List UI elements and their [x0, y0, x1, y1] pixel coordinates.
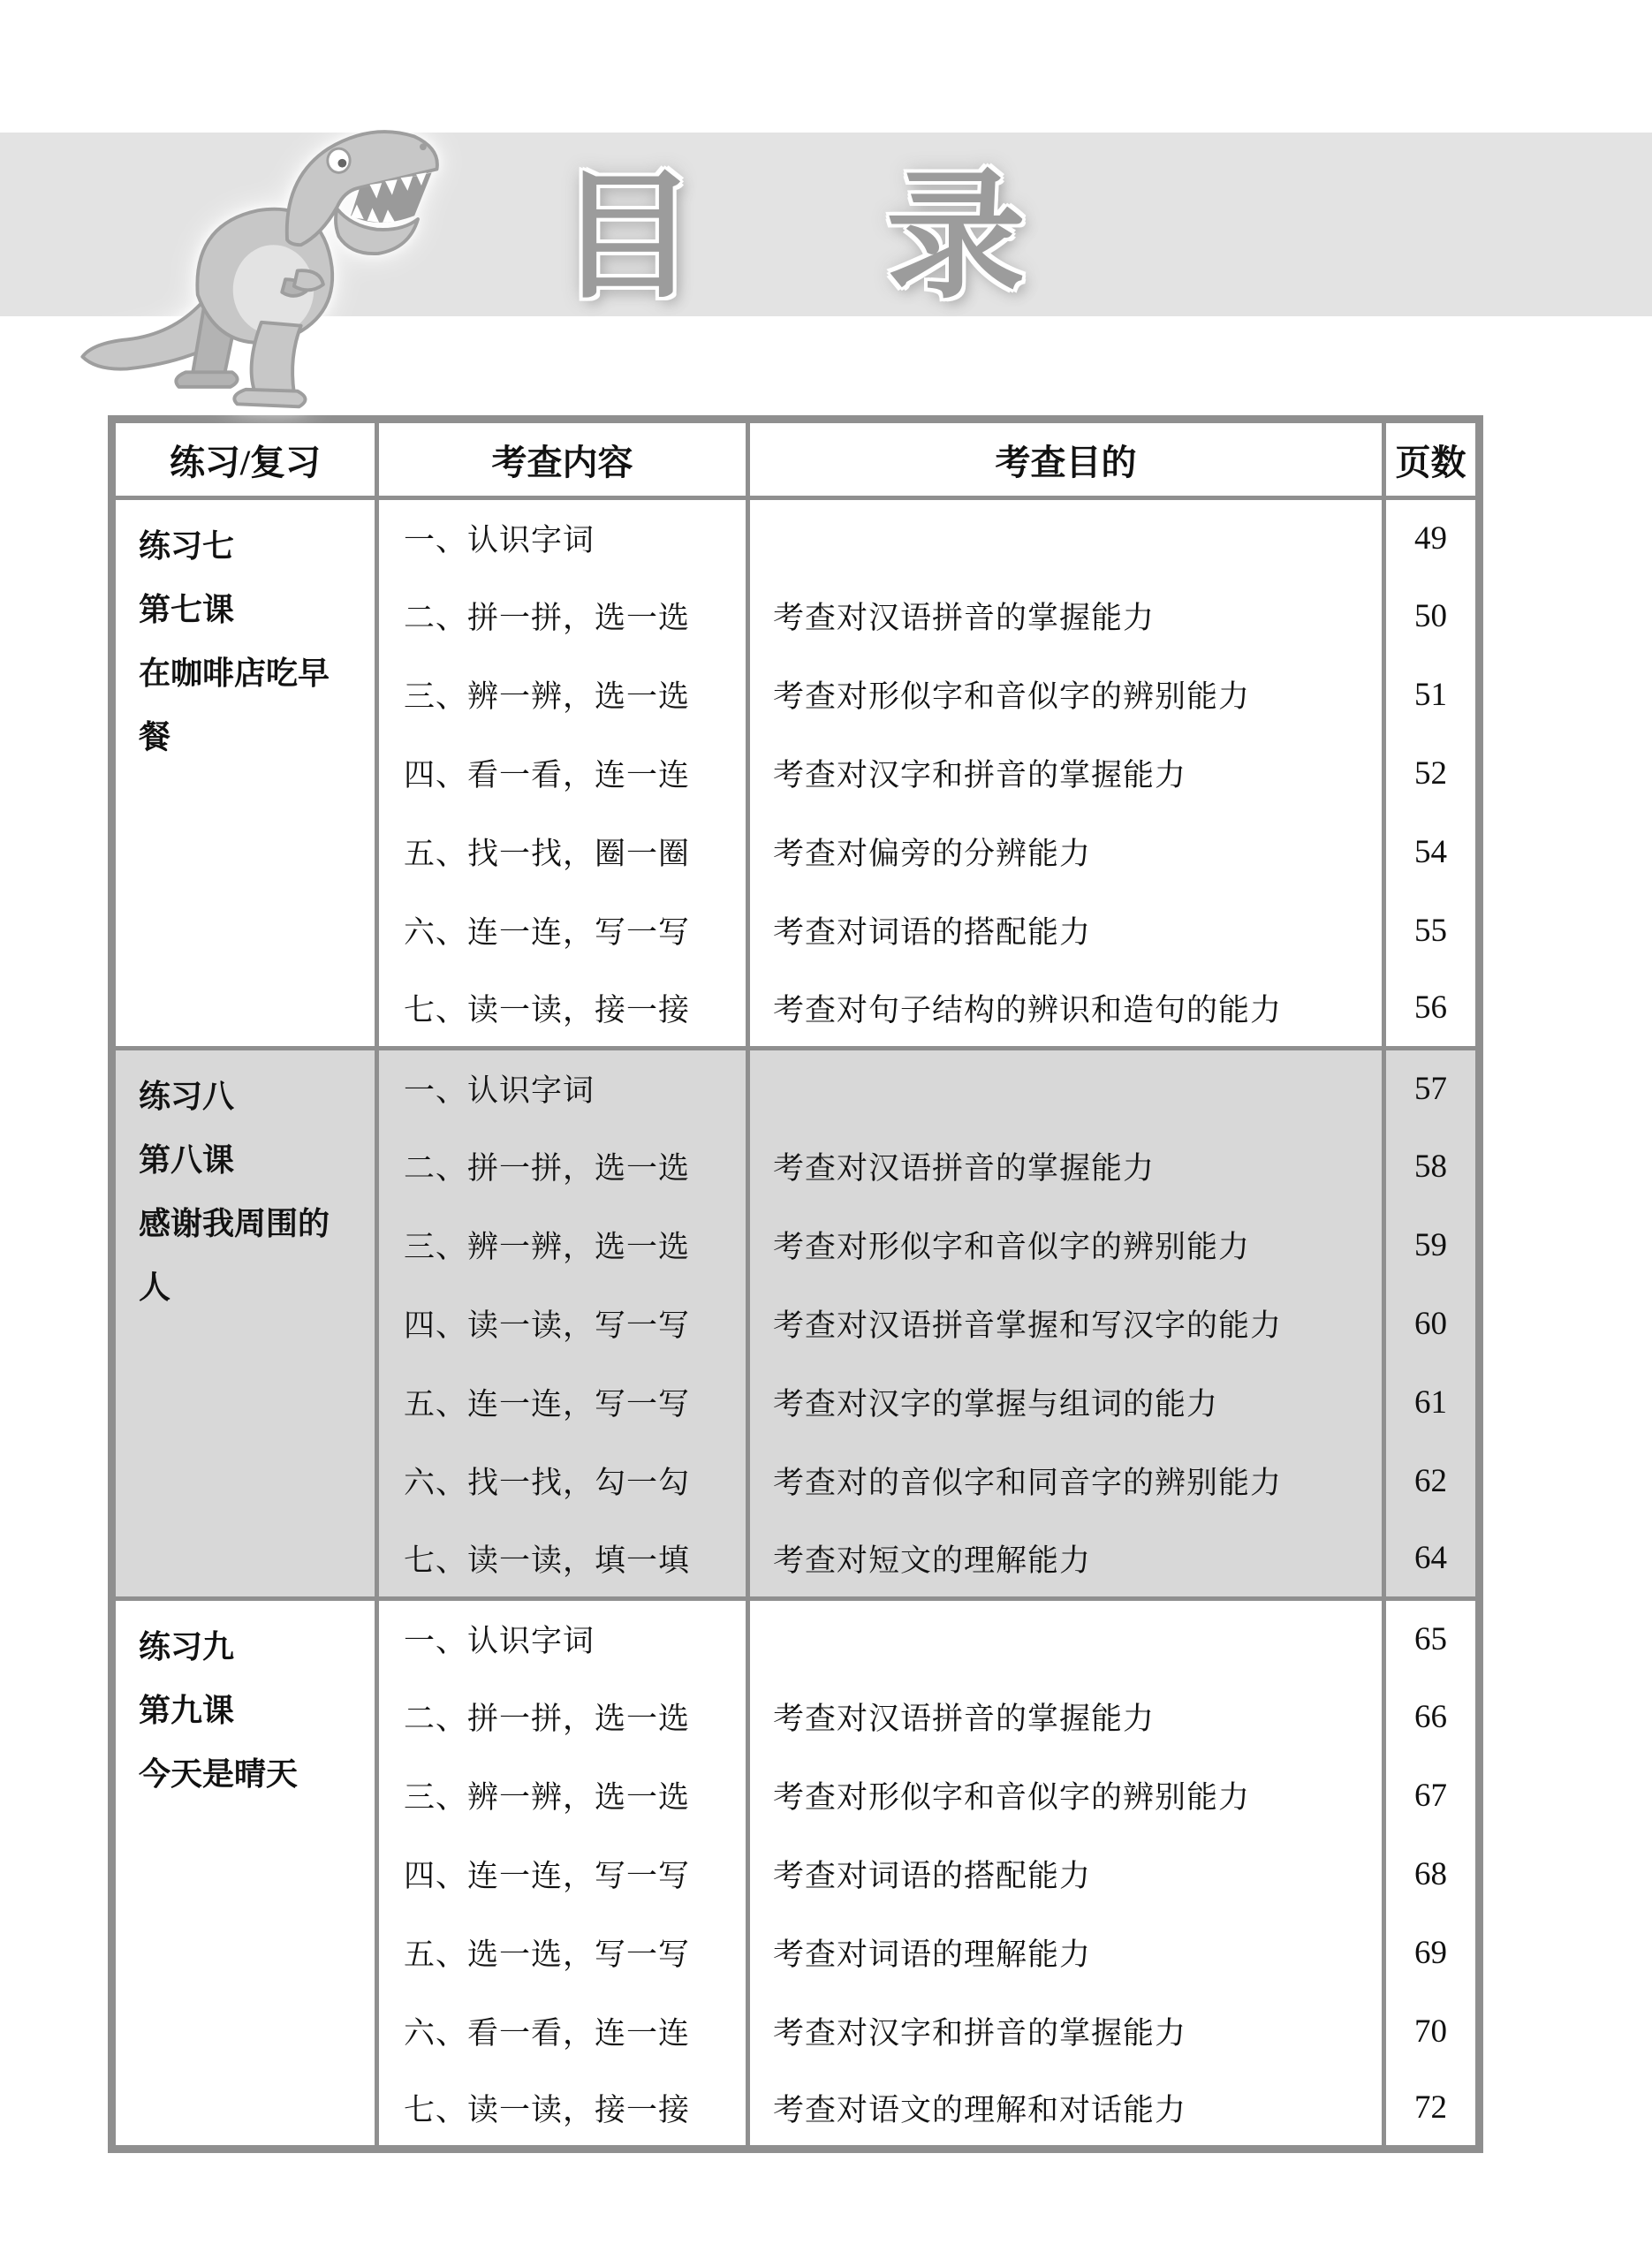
toc-table-head: [112, 420, 1480, 498]
toc-table-body: [112, 498, 1480, 2150]
section-label-line: 第八课: [139, 1142, 235, 1178]
toc-table: [108, 415, 1483, 2153]
page-number-cell: 50: [1384, 577, 1480, 656]
test-purpose-cell: [748, 498, 1384, 577]
test-content-cell: 一、认识字词: [377, 498, 748, 577]
test-content-cell: 四、读一读，写一写: [377, 1285, 748, 1363]
section-label: [112, 1049, 377, 1599]
header-exercise-review: 练习/复习: [112, 420, 377, 498]
test-content-cell: 六、找一找，勾一勾: [377, 1442, 748, 1520]
test-purpose-cell: 考查对汉字和拼音的掌握能力: [748, 734, 1384, 813]
test-purpose-cell: 考查对语文的理解和对话能力: [748, 2071, 1384, 2150]
page-number-cell: 68: [1384, 1835, 1480, 1914]
toc-table-container: [108, 415, 1475, 2153]
section-label-line: 练习八: [139, 1079, 235, 1114]
section-label-line: 练习九: [139, 1629, 235, 1664]
page-number-cell: 70: [1384, 1992, 1480, 2071]
test-purpose-cell: 考查对词语的理解能力: [748, 1914, 1384, 1992]
page-number-cell: 69: [1384, 1914, 1480, 1992]
page-number-cell: 52: [1384, 734, 1480, 813]
test-content-cell: 七、读一读，填一填: [377, 1520, 748, 1599]
test-purpose-cell: 考查对汉字和拼音的掌握能力: [748, 1992, 1384, 2071]
page-number-cell: 62: [1384, 1442, 1480, 1520]
test-content-cell: 六、连一连，写一写: [377, 891, 748, 970]
test-purpose-cell: 考查对词语的搭配能力: [748, 1835, 1384, 1914]
page-number-cell: 59: [1384, 1206, 1480, 1285]
section-label-line: 今天是晴天: [139, 1756, 299, 1792]
section-label-line: 练习七: [139, 528, 235, 564]
test-purpose-cell: 考查对汉字的掌握与组词的能力: [748, 1363, 1384, 1442]
test-purpose-cell: 考查对的音似字和同音字的辨别能力: [748, 1442, 1384, 1520]
test-content-cell: 二、拼一拼，选一选: [377, 577, 748, 656]
header-row: [112, 420, 1480, 498]
test-content-cell: 七、读一读，接一接: [377, 970, 748, 1049]
test-purpose-cell: 考查对形似字和音似字的辨别能力: [748, 1756, 1384, 1835]
test-purpose-cell: 考查对汉语拼音的掌握能力: [748, 1127, 1384, 1206]
page-number-cell: 72: [1384, 2071, 1480, 2150]
test-purpose-cell: 考查对汉语拼音掌握和写汉字的能力: [748, 1285, 1384, 1363]
section-label-line: 第七课: [139, 592, 235, 627]
test-content-cell: 二、拼一拼，选一选: [377, 1678, 748, 1756]
section-label-line: 在咖啡店吃早餐: [139, 656, 330, 754]
test-content-cell: 六、看一看，连一连: [377, 1992, 748, 2071]
test-content-cell: 三、辨一辨，选一选: [377, 1756, 748, 1835]
page-number-cell: 65: [1384, 1599, 1480, 1678]
test-purpose-cell: [748, 1049, 1384, 1127]
page-number-cell: 54: [1384, 813, 1480, 891]
page-number-cell: 60: [1384, 1285, 1480, 1363]
page-number-cell: 55: [1384, 891, 1480, 970]
page-number-cell: 49: [1384, 498, 1480, 577]
section-label: [112, 498, 377, 1049]
table-row: [112, 1599, 1480, 1678]
test-purpose-cell: 考查对形似字和音似字的辨别能力: [748, 1206, 1384, 1285]
test-purpose-cell: [748, 1599, 1384, 1678]
test-purpose-cell: 考查对汉语拼音的掌握能力: [748, 1678, 1384, 1756]
page-number-cell: 56: [1384, 970, 1480, 1049]
test-content-cell: 五、找一找，圈一圈: [377, 813, 748, 891]
header-page-number: 页数: [1384, 420, 1480, 498]
header-test-content: 考查内容: [377, 420, 748, 498]
page-number-cell: 64: [1384, 1520, 1480, 1599]
test-content-cell: 四、连一连，写一写: [377, 1835, 748, 1914]
test-content-cell: 七、读一读，接一接: [377, 2071, 748, 2150]
page-number-cell: 58: [1384, 1127, 1480, 1206]
test-purpose-cell: 考查对汉语拼音的掌握能力: [748, 577, 1384, 656]
page-number-cell: 67: [1384, 1756, 1480, 1835]
test-purpose-cell: 考查对偏旁的分辨能力: [748, 813, 1384, 891]
test-content-cell: 三、辨一辨，选一选: [377, 1206, 748, 1285]
test-content-cell: 四、看一看，连一连: [377, 734, 748, 813]
page-title: 目 录: [557, 158, 1050, 315]
page-number-cell: 57: [1384, 1049, 1480, 1127]
table-row: [112, 1049, 1480, 1127]
section-label-line: 感谢我周围的人: [139, 1206, 330, 1305]
test-content-cell: 三、辨一辨，选一选: [377, 656, 748, 734]
test-content-cell: 五、选一选，写一写: [377, 1914, 748, 1992]
table-row: [112, 498, 1480, 577]
test-content-cell: 一、认识字词: [377, 1049, 748, 1127]
test-content-cell: 二、拼一拼，选一选: [377, 1127, 748, 1206]
section-label: [112, 1599, 377, 2150]
test-content-cell: 五、连一连，写一写: [377, 1363, 748, 1442]
section-label-line: 第九课: [139, 1693, 235, 1728]
test-purpose-cell: 考查对短文的理解能力: [748, 1520, 1384, 1599]
test-purpose-cell: 考查对词语的搭配能力: [748, 891, 1384, 970]
test-purpose-cell: 考查对形似字和音似字的辨别能力: [748, 656, 1384, 734]
page-number-cell: 61: [1384, 1363, 1480, 1442]
page-number-cell: 66: [1384, 1678, 1480, 1756]
dinosaur-icon: [66, 88, 446, 415]
page-number-cell: 51: [1384, 656, 1480, 734]
test-content-cell: 一、认识字词: [377, 1599, 748, 1678]
test-purpose-cell: 考查对句子结构的辨识和造句的能力: [748, 970, 1384, 1049]
header-test-purpose: 考查目的: [748, 420, 1384, 498]
